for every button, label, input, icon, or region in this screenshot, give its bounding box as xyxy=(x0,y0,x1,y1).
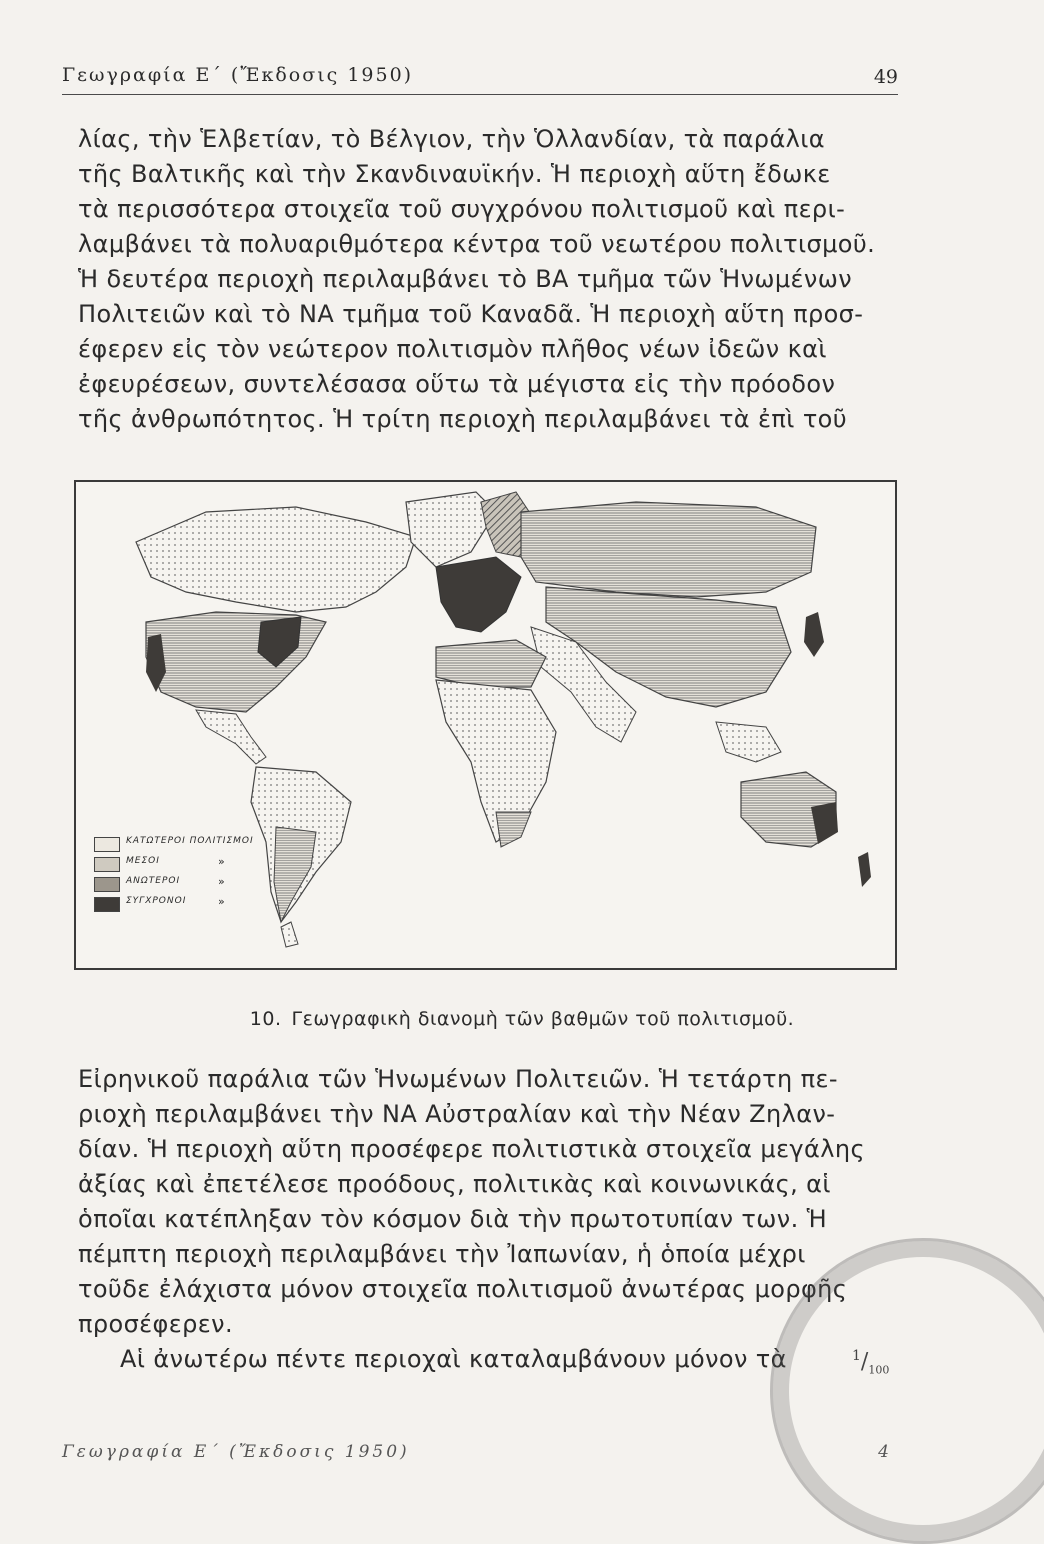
africa-south-region xyxy=(496,812,531,847)
footer-signature: 4 xyxy=(878,1442,892,1462)
europe-modern xyxy=(436,557,521,632)
text-line: ὁποῖαι κατέπληξαν τὸν κόσμον διὰ τὴν πρωτοτυπίαν των. Ἡ xyxy=(78,1205,828,1233)
russia-region xyxy=(521,502,816,597)
legend-item xyxy=(94,854,314,874)
fraction-mark: $^1/_{100}$ xyxy=(852,1348,890,1377)
legend-ditto: » xyxy=(218,875,225,888)
figure-caption xyxy=(0,1008,1044,1030)
text-line: Πολιτειῶν καὶ τὸ ΝΑ τμῆμα τοῦ Καναδᾶ. Ἡ περιοχὴ αὕτη προσ- xyxy=(78,300,864,328)
legend-ditto: » xyxy=(218,855,225,868)
legend-label: ΑΝΩΤΕΡΟΙ xyxy=(126,876,181,886)
fraction-denominator: 100 xyxy=(868,1363,890,1377)
legend-ditto: » xyxy=(218,895,225,908)
page-number: 49 xyxy=(873,66,898,88)
text-line: τῆς ἀνθρωπότητος. Ἡ τρίτη περιοχὴ περιλαμβάνει τὰ ἐπὶ τοῦ xyxy=(78,405,848,433)
text-line: Αἱ ἀνωτέρω πέντε περιοχαὶ καταλαμβάνουν μόνον τὰ xyxy=(120,1345,787,1373)
text-line: τὰ περισσότερα στοιχεῖα τοῦ συγχρόνου πολιτισμοῦ καὶ περι- xyxy=(78,195,846,223)
text-line: ἐφευρέσεων, συντελέσασα οὕτω τὰ μέγιστα εἰς τὴν πρόοδον xyxy=(78,370,836,398)
central-america-region xyxy=(196,710,266,764)
paragraph-top xyxy=(78,122,898,437)
southeast-asia-islands xyxy=(716,722,781,762)
fraction-numerator: 1 xyxy=(852,1348,861,1364)
legend-swatch-higher xyxy=(94,877,120,892)
text-line: έφερεν εἰς τὸν νεώτερον πολιτισμὸν πλῆθος νέων ἰδεῶν καὶ xyxy=(78,335,827,363)
africa-central-region xyxy=(436,680,556,842)
running-head xyxy=(62,64,898,95)
japan-region xyxy=(804,612,824,657)
text-line: πέμπτη περιοχὴ περιλαμβάνει τὴν Ἰαπωνίαν, ἡ ὁποία μέχρι xyxy=(78,1240,806,1268)
text-line: λαμβάνει τὰ πολυαριθμότερα κέντρα τοῦ νεωτέρου πολιτισμοῦ. xyxy=(78,230,876,258)
world-map-figure xyxy=(74,480,897,970)
text-line: δίαν. Ἡ περιοχὴ αὕτη προσέφερε πολιτιστικὰ στοιχεῖα μεγάλης xyxy=(78,1135,865,1163)
figure-number: 10. xyxy=(249,1008,282,1030)
legend-item xyxy=(94,834,314,854)
text-line: τῆς Βαλτικῆς καὶ τὴν Σκανδιναυϊκήν. Ἡ περιοχὴ αὕτη ἔδωκε xyxy=(78,160,831,188)
text-line: Εἰρηνικοῦ παράλια τῶν Ἡνωμένων Πολιτειῶν. Ἡ τετάρτη πε- xyxy=(78,1065,838,1093)
legend-item xyxy=(94,894,314,914)
legend-item xyxy=(94,874,314,894)
page-footer xyxy=(62,1442,892,1470)
antarctic-tip xyxy=(281,922,298,947)
text-line: ριοχὴ περιλαμβάνει τὴν ΝΑ Αὐστραλίαν καὶ τὴν Νέαν Ζηλαν- xyxy=(78,1100,836,1128)
text-line: τοῦδε ἐλάχιστα μόνον στοιχεῖα πολιτισμοῦ ἀνωτέρας μορφῆς xyxy=(78,1275,848,1303)
legend-label: ΣΥΓΧΡΟΝΟΙ xyxy=(126,896,187,906)
running-head-title: Γεωγραφία Ε΄ (Ἔκδοσις 1950) xyxy=(62,64,414,86)
text-line: Ἡ δευτέρα περιοχὴ περιλαμβάνει τὸ ΒΑ τμῆμα τῶν Ἡνωμένων xyxy=(78,265,853,293)
legend-label: ΚΑΤΩΤΕΡΟΙ ΠΟΛΙΤΙΣΜΟΙ xyxy=(126,836,254,846)
text-line: λίας, τὴν Ἑλβετίαν, τὸ Βέλγιον, τὴν Ὁλλανδίαν, τὰ παράλια xyxy=(78,125,826,153)
africa-north-region xyxy=(436,640,546,687)
figure-caption-text: Γεωγραφικὴ διανομὴ τῶν βαθμῶν τοῦ πολιτισμοῦ. xyxy=(291,1008,795,1030)
paragraph-bottom xyxy=(78,1062,898,1377)
new-zealand-region xyxy=(858,852,871,887)
footer-title: Γεωγραφία Ε΄ (Ἔκδοσις 1950) xyxy=(62,1442,410,1462)
text-line: ἀξίας καὶ ἐπετέλεσε προόδους, πολιτικὰς καὶ κοινωνικάς, αἱ xyxy=(78,1170,831,1198)
legend-swatch-modern xyxy=(94,897,120,912)
canada-north-region xyxy=(136,507,416,612)
legend-swatch-lower xyxy=(94,837,120,852)
map-legend xyxy=(94,834,314,914)
text-line: προσέφερεν. xyxy=(78,1310,233,1338)
legend-swatch-middle xyxy=(94,857,120,872)
legend-label: ΜΕΣΟΙ xyxy=(126,856,160,866)
